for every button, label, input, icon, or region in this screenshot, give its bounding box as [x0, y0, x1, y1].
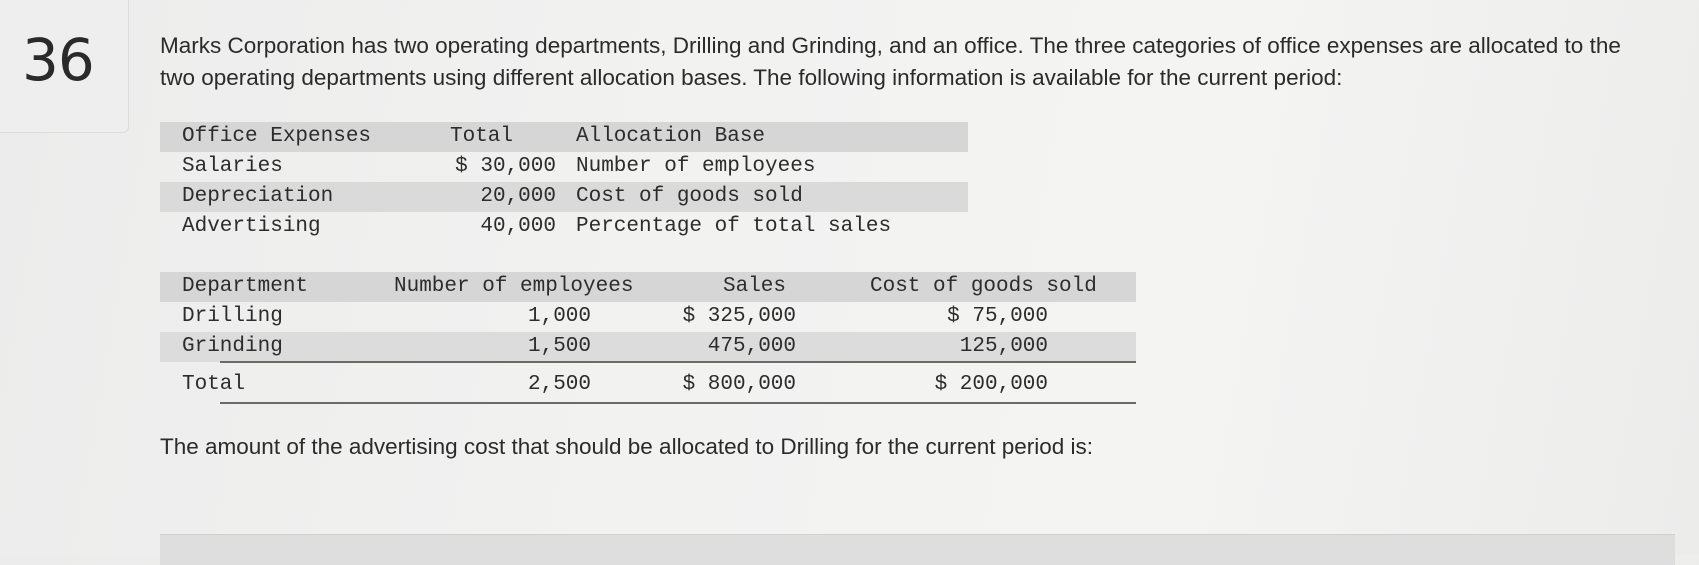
answer-area[interactable]	[160, 534, 1675, 565]
department-sales: 475,000	[707, 335, 796, 358]
expense-base: Percentage of total sales	[576, 215, 892, 238]
expense-total: 40,000	[480, 215, 556, 238]
department-table	[160, 272, 1136, 403]
header-employees: Number of employees	[394, 275, 634, 298]
department-name: Grinding	[182, 335, 283, 358]
header-total: Total	[449, 125, 513, 148]
question-number: 36	[22, 26, 94, 94]
expense-base: Cost of goods sold	[576, 185, 803, 208]
office-expenses-table	[160, 122, 968, 242]
table-row	[160, 302, 1136, 332]
department-sales: $ 325,000	[682, 305, 796, 328]
table-header-row	[160, 122, 968, 152]
department-employees: 1,000	[527, 305, 591, 328]
header-department: Department	[182, 275, 309, 298]
question-text: The amount of the advertising cost that should be allocated to Drilling for the current period is:	[160, 434, 1094, 459]
expense-name: Depreciation	[182, 185, 334, 208]
header-cogs: Cost of goods sold	[870, 275, 1097, 298]
total-rule-bottom	[220, 402, 1136, 404]
department-cogs: $ 75,000	[947, 305, 1048, 328]
total-row	[160, 367, 1136, 403]
header-allocation-base: Allocation Base	[576, 125, 766, 148]
total-employees: 2,500	[527, 373, 591, 396]
department-cogs: 125,000	[959, 335, 1048, 358]
department-name: Drilling	[182, 305, 283, 328]
total-cogs: $ 200,000	[934, 373, 1048, 396]
total-rule-top	[220, 361, 1136, 363]
header-office-expenses: Office Expenses	[182, 125, 372, 148]
expense-base: Number of employees	[576, 155, 816, 178]
expense-total: $ 30,000	[455, 155, 556, 178]
total-sales: $ 800,000	[682, 373, 796, 396]
department-employees: 1,500	[527, 335, 591, 358]
table-row	[160, 182, 968, 212]
table-row	[160, 332, 1136, 362]
header-sales: Sales	[723, 275, 787, 298]
table-header-row	[160, 272, 1136, 302]
expense-name: Advertising	[182, 215, 321, 238]
total-label: Total	[182, 373, 246, 396]
table-row	[160, 152, 968, 182]
expense-name: Salaries	[182, 155, 283, 178]
table-row	[160, 212, 968, 242]
question-number-box	[0, 0, 129, 133]
expense-total: 20,000	[480, 185, 556, 208]
problem-prompt: Marks Corporation has two operating departments, Drilling and Grinding, and an office. The three categories of office expenses are allocated to the two operating departments using different allocation bases. The following information is available for the current period:	[160, 33, 1621, 90]
